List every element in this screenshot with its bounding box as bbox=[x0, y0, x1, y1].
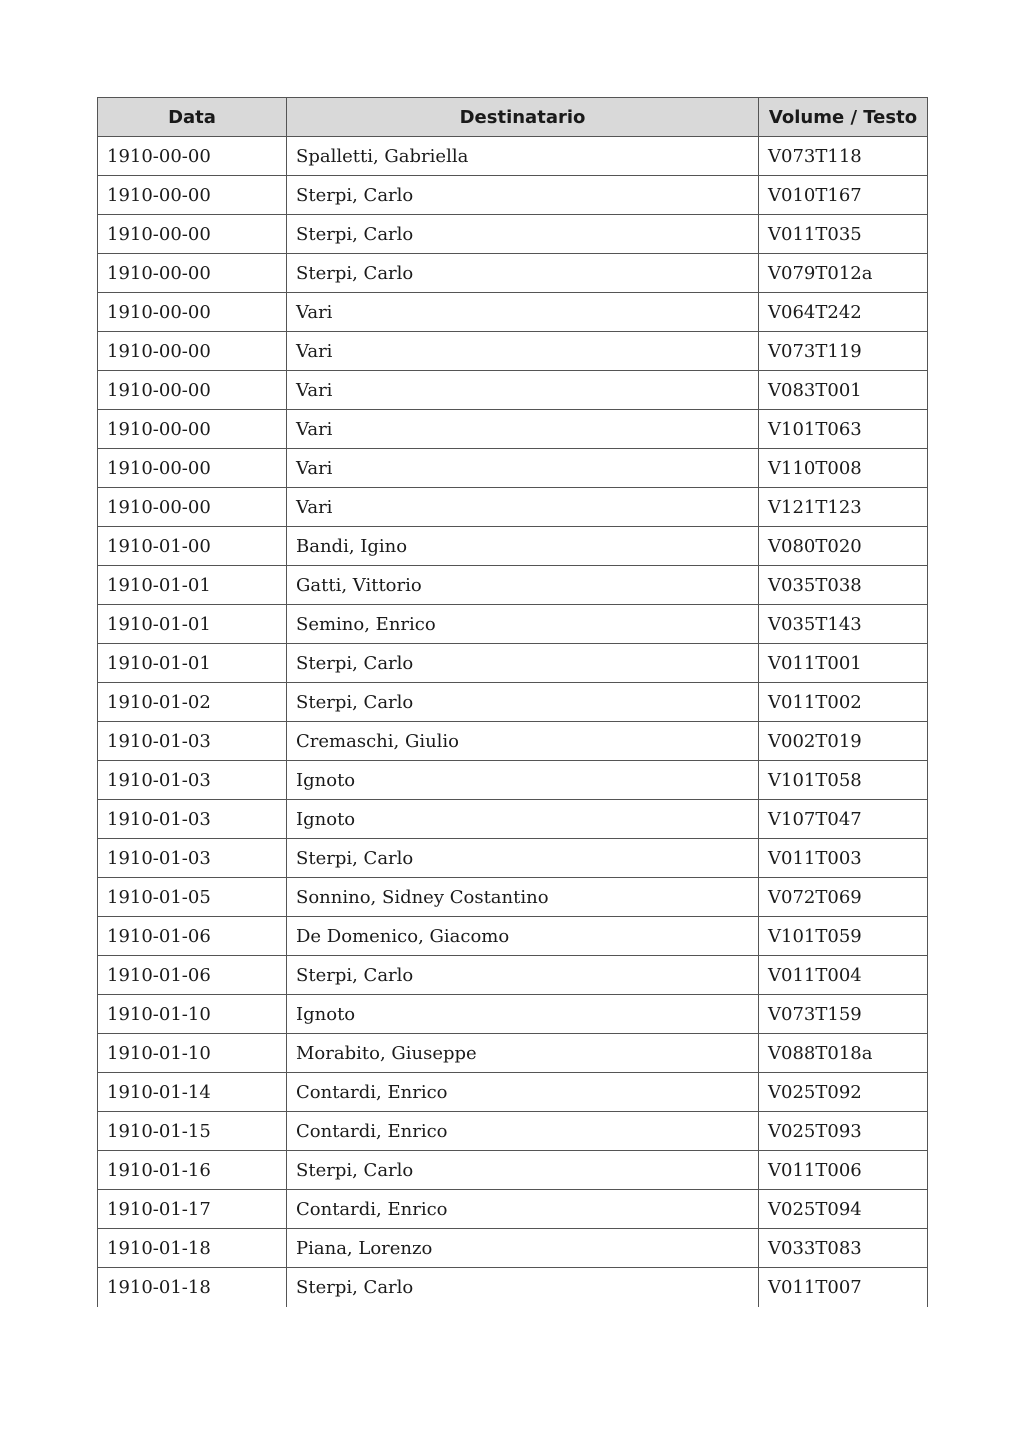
cell-volume: V073T159 bbox=[759, 995, 928, 1034]
cell-date: 1910-00-00 bbox=[98, 488, 287, 527]
letters-table bbox=[97, 97, 928, 1307]
cell-date: 1910-01-01 bbox=[98, 605, 287, 644]
cell-recipient: Piana, Lorenzo bbox=[287, 1229, 759, 1268]
cell-volume: V002T019 bbox=[759, 722, 928, 761]
table-row bbox=[98, 605, 928, 644]
cell-recipient: Vari bbox=[287, 371, 759, 410]
table-row bbox=[98, 800, 928, 839]
cell-volume: V073T118 bbox=[759, 137, 928, 176]
cell-volume: V083T001 bbox=[759, 371, 928, 410]
column-header-volume: Volume / Testo bbox=[759, 98, 928, 137]
cell-date: 1910-00-00 bbox=[98, 332, 287, 371]
cell-volume: V088T018a bbox=[759, 1034, 928, 1073]
cell-volume: V079T012a bbox=[759, 254, 928, 293]
cell-recipient: Vari bbox=[287, 488, 759, 527]
cell-recipient: De Domenico, Giacomo bbox=[287, 917, 759, 956]
cell-volume: V011T006 bbox=[759, 1151, 928, 1190]
table-row bbox=[98, 1190, 928, 1229]
cell-recipient: Semino, Enrico bbox=[287, 605, 759, 644]
cell-date: 1910-01-03 bbox=[98, 800, 287, 839]
cell-recipient: Morabito, Giuseppe bbox=[287, 1034, 759, 1073]
cell-date: 1910-00-00 bbox=[98, 137, 287, 176]
table-row bbox=[98, 293, 928, 332]
cell-date: 1910-01-01 bbox=[98, 644, 287, 683]
cell-date: 1910-01-16 bbox=[98, 1151, 287, 1190]
cell-recipient: Contardi, Enrico bbox=[287, 1073, 759, 1112]
cell-date: 1910-00-00 bbox=[98, 176, 287, 215]
cell-volume: V110T008 bbox=[759, 449, 928, 488]
table-row bbox=[98, 449, 928, 488]
cell-volume: V107T047 bbox=[759, 800, 928, 839]
column-header-date: Data bbox=[98, 98, 287, 137]
cell-volume: V101T059 bbox=[759, 917, 928, 956]
cell-volume: V072T069 bbox=[759, 878, 928, 917]
cell-recipient: Contardi, Enrico bbox=[287, 1112, 759, 1151]
table-row bbox=[98, 1073, 928, 1112]
cell-volume: V073T119 bbox=[759, 332, 928, 371]
cell-recipient: Sterpi, Carlo bbox=[287, 644, 759, 683]
cell-date: 1910-01-00 bbox=[98, 527, 287, 566]
table-row bbox=[98, 1229, 928, 1268]
table-row bbox=[98, 527, 928, 566]
cell-date: 1910-01-10 bbox=[98, 995, 287, 1034]
cell-date: 1910-01-03 bbox=[98, 761, 287, 800]
table-row bbox=[98, 683, 928, 722]
table-row bbox=[98, 917, 928, 956]
cell-date: 1910-01-14 bbox=[98, 1073, 287, 1112]
cell-volume: V035T038 bbox=[759, 566, 928, 605]
cell-date: 1910-00-00 bbox=[98, 410, 287, 449]
cell-date: 1910-01-02 bbox=[98, 683, 287, 722]
table-row bbox=[98, 566, 928, 605]
table-row bbox=[98, 956, 928, 995]
cell-recipient: Vari bbox=[287, 293, 759, 332]
cell-date: 1910-01-17 bbox=[98, 1190, 287, 1229]
cell-volume: V011T007 bbox=[759, 1268, 928, 1307]
cell-recipient: Sonnino, Sidney Costantino bbox=[287, 878, 759, 917]
cell-volume: V080T020 bbox=[759, 527, 928, 566]
cell-date: 1910-01-06 bbox=[98, 917, 287, 956]
table-row bbox=[98, 215, 928, 254]
table-row bbox=[98, 878, 928, 917]
table-row bbox=[98, 488, 928, 527]
cell-volume: V010T167 bbox=[759, 176, 928, 215]
cell-volume: V035T143 bbox=[759, 605, 928, 644]
cell-volume: V011T002 bbox=[759, 683, 928, 722]
cell-recipient: Ignoto bbox=[287, 800, 759, 839]
cell-recipient: Cremaschi, Giulio bbox=[287, 722, 759, 761]
cell-recipient: Ignoto bbox=[287, 995, 759, 1034]
cell-volume: V025T094 bbox=[759, 1190, 928, 1229]
cell-date: 1910-01-15 bbox=[98, 1112, 287, 1151]
cell-volume: V101T063 bbox=[759, 410, 928, 449]
table-row bbox=[98, 410, 928, 449]
table-row bbox=[98, 254, 928, 293]
cell-date: 1910-01-05 bbox=[98, 878, 287, 917]
table-row bbox=[98, 371, 928, 410]
cell-date: 1910-01-01 bbox=[98, 566, 287, 605]
cell-recipient: Sterpi, Carlo bbox=[287, 839, 759, 878]
cell-recipient: Sterpi, Carlo bbox=[287, 1268, 759, 1307]
table-row bbox=[98, 176, 928, 215]
table-row bbox=[98, 137, 928, 176]
table-row bbox=[98, 644, 928, 683]
cell-recipient: Bandi, Igino bbox=[287, 527, 759, 566]
cell-date: 1910-00-00 bbox=[98, 215, 287, 254]
cell-recipient: Sterpi, Carlo bbox=[287, 176, 759, 215]
table-row bbox=[98, 839, 928, 878]
cell-recipient: Spalletti, Gabriella bbox=[287, 137, 759, 176]
cell-volume: V121T123 bbox=[759, 488, 928, 527]
table-row bbox=[98, 332, 928, 371]
table-row bbox=[98, 761, 928, 800]
cell-date: 1910-00-00 bbox=[98, 371, 287, 410]
cell-date: 1910-01-03 bbox=[98, 839, 287, 878]
table-row bbox=[98, 722, 928, 761]
table-row bbox=[98, 1034, 928, 1073]
cell-recipient: Sterpi, Carlo bbox=[287, 1151, 759, 1190]
cell-recipient: Sterpi, Carlo bbox=[287, 254, 759, 293]
cell-recipient: Sterpi, Carlo bbox=[287, 956, 759, 995]
cell-date: 1910-01-18 bbox=[98, 1268, 287, 1307]
cell-recipient: Sterpi, Carlo bbox=[287, 683, 759, 722]
cell-volume: V025T093 bbox=[759, 1112, 928, 1151]
cell-recipient: Vari bbox=[287, 410, 759, 449]
table-body bbox=[98, 137, 928, 1307]
cell-volume: V011T004 bbox=[759, 956, 928, 995]
cell-recipient: Sterpi, Carlo bbox=[287, 215, 759, 254]
cell-date: 1910-00-00 bbox=[98, 293, 287, 332]
cell-volume: V101T058 bbox=[759, 761, 928, 800]
table-row bbox=[98, 1151, 928, 1190]
cell-recipient: Vari bbox=[287, 449, 759, 488]
cell-date: 1910-00-00 bbox=[98, 254, 287, 293]
cell-volume: V011T003 bbox=[759, 839, 928, 878]
table-row bbox=[98, 1268, 928, 1307]
cell-date: 1910-01-10 bbox=[98, 1034, 287, 1073]
table-row bbox=[98, 995, 928, 1034]
cell-date: 1910-01-18 bbox=[98, 1229, 287, 1268]
cell-date: 1910-01-06 bbox=[98, 956, 287, 995]
cell-date: 1910-01-03 bbox=[98, 722, 287, 761]
cell-date: 1910-00-00 bbox=[98, 449, 287, 488]
cell-volume: V011T001 bbox=[759, 644, 928, 683]
cell-recipient: Contardi, Enrico bbox=[287, 1190, 759, 1229]
cell-volume: V025T092 bbox=[759, 1073, 928, 1112]
cell-recipient: Ignoto bbox=[287, 761, 759, 800]
cell-recipient: Gatti, Vittorio bbox=[287, 566, 759, 605]
cell-volume: V033T083 bbox=[759, 1229, 928, 1268]
column-header-recipient: Destinatario bbox=[287, 98, 759, 137]
table-header-row bbox=[98, 98, 928, 137]
table-row bbox=[98, 1112, 928, 1151]
cell-volume: V064T242 bbox=[759, 293, 928, 332]
cell-volume: V011T035 bbox=[759, 215, 928, 254]
cell-recipient: Vari bbox=[287, 332, 759, 371]
